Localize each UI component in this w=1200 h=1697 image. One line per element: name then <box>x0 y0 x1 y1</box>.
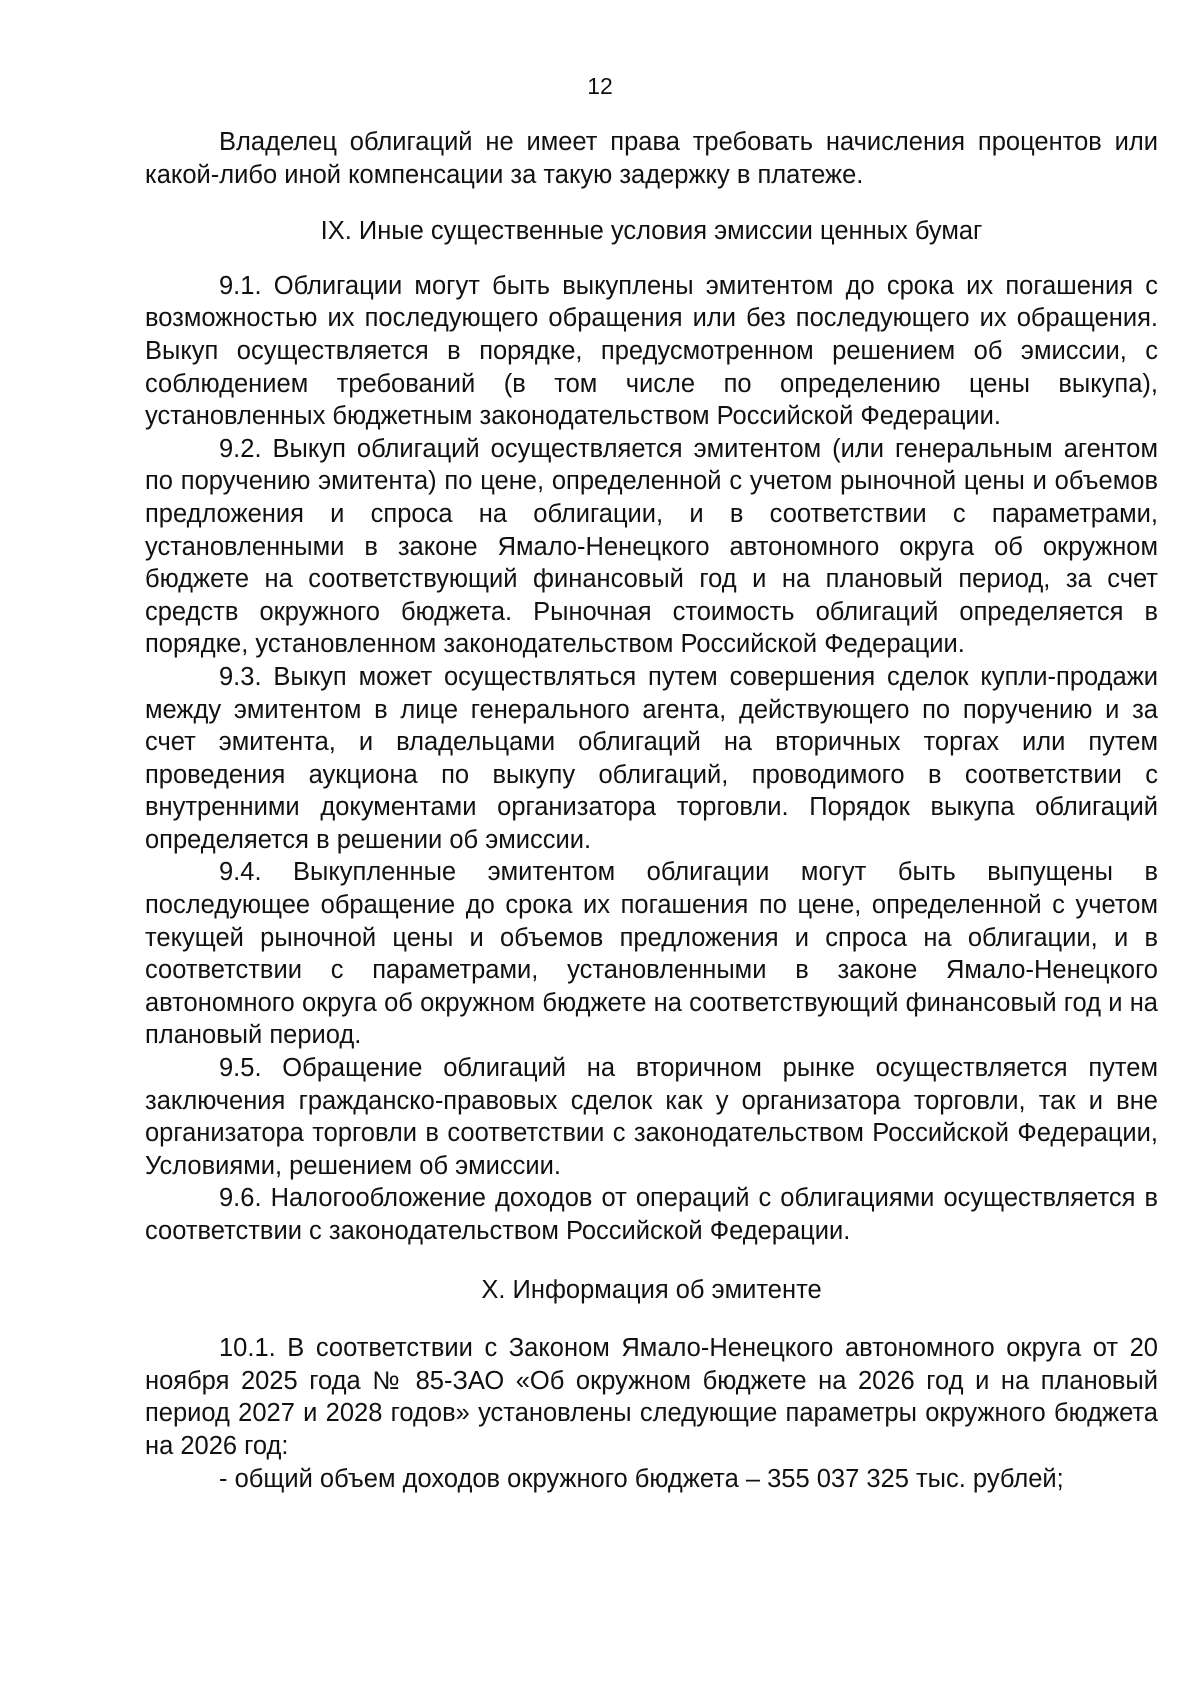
list-item-revenue: - общий объем доходов окружного бюджета – 355 037 325 тыс. рублей; <box>219 1464 1064 1493</box>
paragraph-9-3: 9.3. Выкуп может осуществляться путем совершения сделок купли-продажи между эмитентом в лице генерального агента, действующего по поручению и за счет эмитента, и владельцами облигаций на вторичных торгах или путем проведения аукциона по выкупу облигаций, проводимого в соответствии с внутренними документами организатора торговли. Порядок выкупа облигаций определяется в решении об эмиссии. <box>145 662 1158 854</box>
paragraph-10-1: 10.1. В соответствии с Законом Ямало-Ненецкого автономного округа от 20 ноября 2025 года № 85-ЗАО «Об окружном бюджете на 2026 год и на плановый период 2027 и 2028 годов» установлены следующие параметры окружного бюджета на 2026 год: <box>145 1334 1158 1460</box>
section-heading-ix: IX. Иные существенные условия эмиссии ценных бумаг <box>320 217 983 246</box>
document-body <box>145 126 1158 1495</box>
paragraph-9-2: 9.2. Выкуп облигаций осуществляется эмитентом (или генеральным агентом по поручению эмитента) по цене, определенной с учетом рыночной цены и объемов предложения и спроса на облигации, и в соответствии с параметрами, установленными в законе Ямало-Ненецкого автономного округа об окружном бюджете на соответствующий финансовый год и на плановый период, за счет средств окружного бюджета. Рыночная стоимость облигаций определяется в порядке, установленном законодательством Российской Федерации. <box>145 434 1158 659</box>
paragraph-9-5: 9.5. Обращение облигаций на вторичном рынке осуществляется путем заключения гражданско-правовых сделок как у организатора торговли, так и вне организатора торговли в соответствии с законодательством Российской Федерации, Условиями, решением об эмиссии. <box>145 1054 1158 1180</box>
paragraph-9-4: 9.4. Выкупленные эмитентом облигации могут быть выпущены в последующее обращение до срока их погашения по цене, определенной с учетом текущей рыночной цены и объемов предложения и спроса на облигации, и в соответствии с параметрами, установленными в законе Ямало-Ненецкого автономного округа об окружном бюджете на соответствующий финансовый год и на плановый период. <box>145 858 1158 1050</box>
section-heading-x: X. Информация об эмитенте <box>481 1275 822 1304</box>
paragraph-9-1: 9.1. Облигации могут быть выкуплены эмитентом до срока их погашения с возможностью их последующего обращения или без последующего их обращения. Выкуп осуществляется в порядке, предусмотренном решением об эмиссии, с соблюдением требований (в том числе по определению цены выкупа), установленных бюджетным законодательством Российской Федерации. <box>145 271 1158 431</box>
intro-paragraph: Владелец облигаций не имеет права требовать начисления процентов или какой-либо иной компенсации за такую задержку в платеже. <box>145 128 1158 189</box>
paragraph-9-6: 9.6. Налогообложение доходов от операций с облигациями осуществляется в соответствии с законодательством Российской Федерации. <box>145 1184 1158 1245</box>
page-number: 12 <box>587 73 613 99</box>
